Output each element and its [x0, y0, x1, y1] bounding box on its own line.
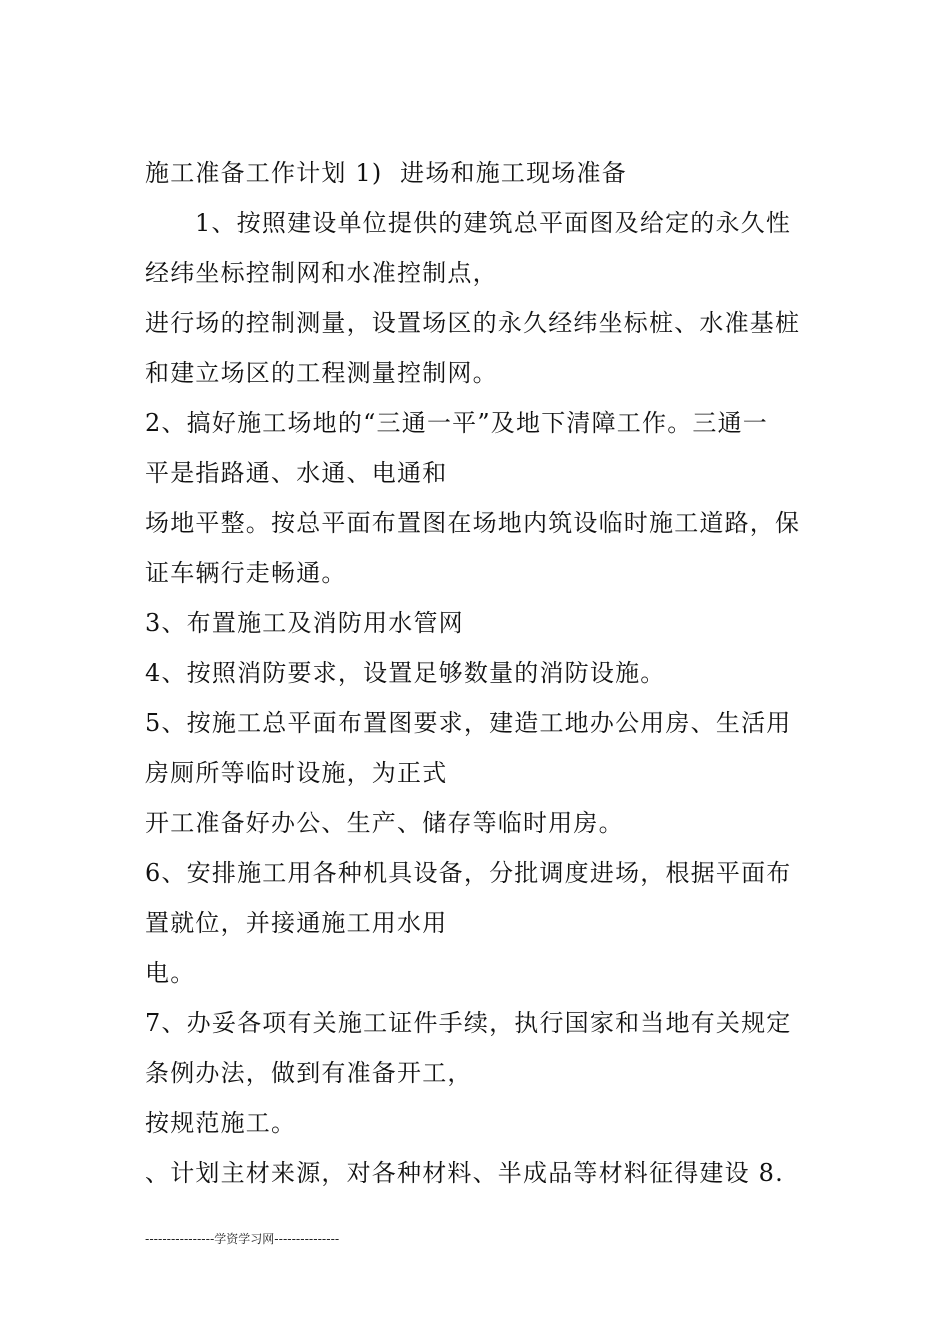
document-body	[145, 148, 815, 1198]
paragraph-line: 7、办妥各项有关施工证件手续，执行国家和当地有关规定	[145, 1009, 792, 1037]
paragraph-line: 4、按照消防要求，设置足够数量的消防设施。	[145, 659, 666, 687]
paragraph-line: 按规范施工。	[145, 1109, 297, 1137]
paragraph-line: 证车辆行走畅通。	[145, 559, 347, 587]
paragraph-line: 6、安排施工用各种机具设备，分批调度进场，根据平面布	[145, 859, 792, 887]
paragraph-line: 2、搞好施工场地的“三通一平”及地下清障工作。三通一	[145, 409, 769, 437]
page-footer: ----------------学资学习网---------------	[145, 1232, 340, 1246]
paragraph-line: 3、布置施工及消防用水管网	[145, 609, 464, 637]
paragraph-line: 置就位，并接通施工用水用	[145, 909, 448, 937]
paragraph-line: 条例办法，做到有准备开工，	[145, 1059, 473, 1087]
paragraph-line: 平是指路通、水通、电通和	[145, 459, 448, 487]
paragraph-line: 、计划主材来源，对各种材料、半成品等材料征得建设 8.	[145, 1159, 784, 1187]
heading-line: 施工准备工作计划 1) 进场和施工现场准备	[145, 159, 627, 187]
paragraph-line: 电。	[145, 959, 196, 987]
paragraph-line: 房厕所等临时设施，为正式	[145, 759, 448, 787]
paragraph-line: 经纬坐标控制网和水准控制点，	[145, 259, 498, 287]
paragraph-line: 和建立场区的工程测量控制网。	[145, 359, 498, 387]
paragraph-line: 开工准备好办公、生产、储存等临时用房。	[145, 809, 624, 837]
paragraph-line: 1、按照建设单位提供的建筑总平面图及给定的永久性	[195, 209, 792, 237]
paragraph-line: 场地平整。按总平面布置图在场地内筑设临时施工道路，保	[145, 509, 801, 537]
paragraph-line: 进行场的控制测量，设置场区的永久经纬坐标桩、水准基桩	[145, 309, 801, 337]
paragraph-line: 5、按施工总平面布置图要求，建造工地办公用房、生活用	[145, 709, 792, 737]
